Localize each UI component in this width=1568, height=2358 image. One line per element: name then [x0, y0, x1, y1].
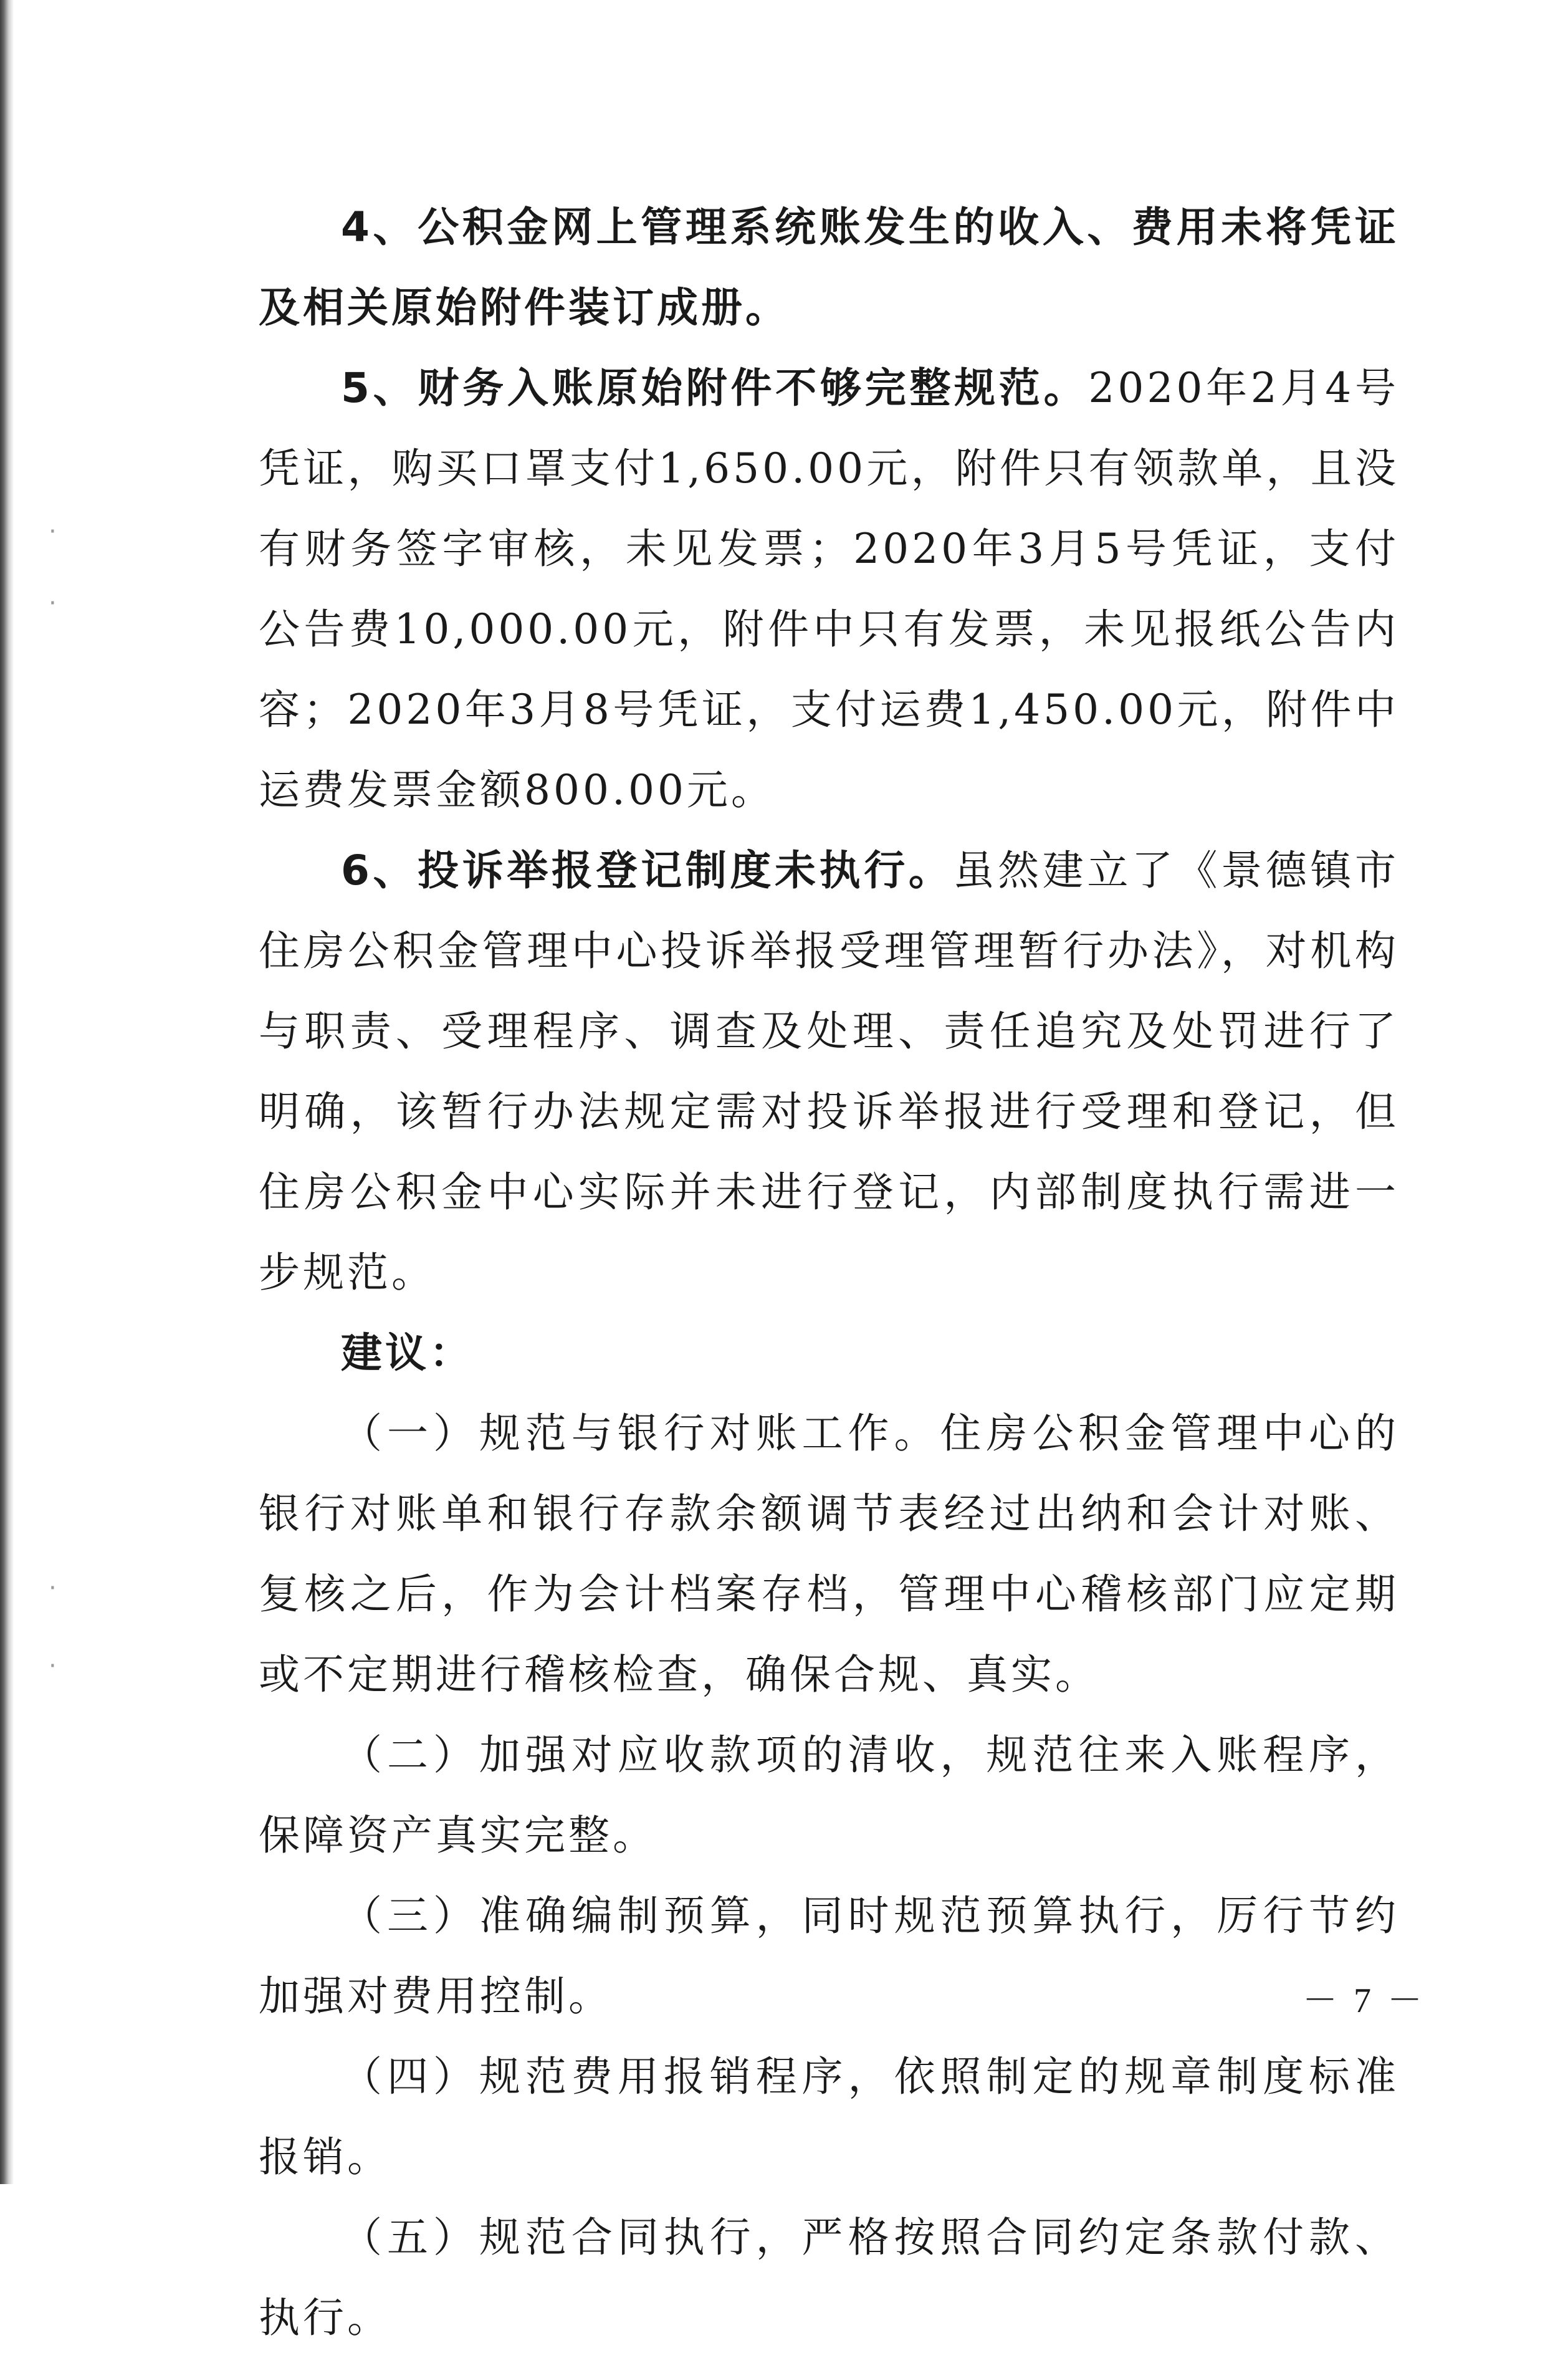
- document-page: [259, 187, 1399, 2358]
- finding-lead-6: 6、投诉举报登记制度未执行。: [341, 846, 954, 894]
- page-number: － 7 －: [1303, 1982, 1426, 2020]
- suggestions-heading: 建议：: [341, 1329, 474, 1377]
- suggestion-item-2: （二）加强对应收款项的清收，规范往来入账程序，保障资产真实完整。: [259, 1731, 1399, 1859]
- suggestion-item-1: （一）规范与银行对账工作。住房公积金管理中心的银行对账单和银行存款余额调节表经过出纳和会计对账、复核之后，作为会计档案存档，管理中心稽核部门应定期或不定期进行稽核检查，确保合规、真实。: [259, 1409, 1399, 1699]
- suggestion-item-3: （三）准确编制预算，同时规范预算执行，厉行节约加强对费用控制。: [259, 1892, 1399, 2020]
- finding-paragraph-6: [259, 830, 1399, 1313]
- finding-lead-5: 5、财务入账原始附件不够完整规范。: [341, 364, 1089, 412]
- suggestion-item-5: （五）规范合同执行，严格按照合同约定条款付款、执行。: [259, 2213, 1399, 2342]
- binding-hole-mark: ·: [49, 589, 57, 618]
- scan-shadow-edge: [0, 0, 14, 2184]
- finding-text-5: 2020年2月4号凭证，购买口罩支付1,650.00元，附件只有领款单，且没有财务签字审核，未见发票；2020年3月5号凭证，支付公告费10,000.00元，附件中只有发票，未见报纸公告内容；2020年3月8号凭证，支付运费1,450.00元，附件中运费发票金额800.00元。: [259, 364, 1399, 814]
- finding-paragraph-5: [259, 348, 1399, 830]
- binding-hole-mark: ·: [49, 1652, 57, 1680]
- finding-text-6: 虽然建立了《景德镇市住房公积金管理中心投诉举报受理管理暂行办法》，对机构与职责、受理程序、调查及处理、责任追究及处罚进行了明确，该暂行办法规定需对投诉举报进行受理和登记，但住房公积金中心实际并未进行登记，内部制度执行需进一步规范。: [259, 846, 1399, 1296]
- finding-lead-4: 4、公积金网上管理系统账发生的收入、费用未将凭证及相关原始附件装订成册。: [259, 203, 1399, 332]
- binding-hole-mark: ·: [49, 1574, 57, 1603]
- finding-paragraph-4: [259, 187, 1399, 348]
- suggestion-item-4: （四）规范费用报销程序，依照制定的规章制度标准报销。: [259, 2053, 1399, 2181]
- binding-hole-mark: ·: [49, 517, 57, 546]
